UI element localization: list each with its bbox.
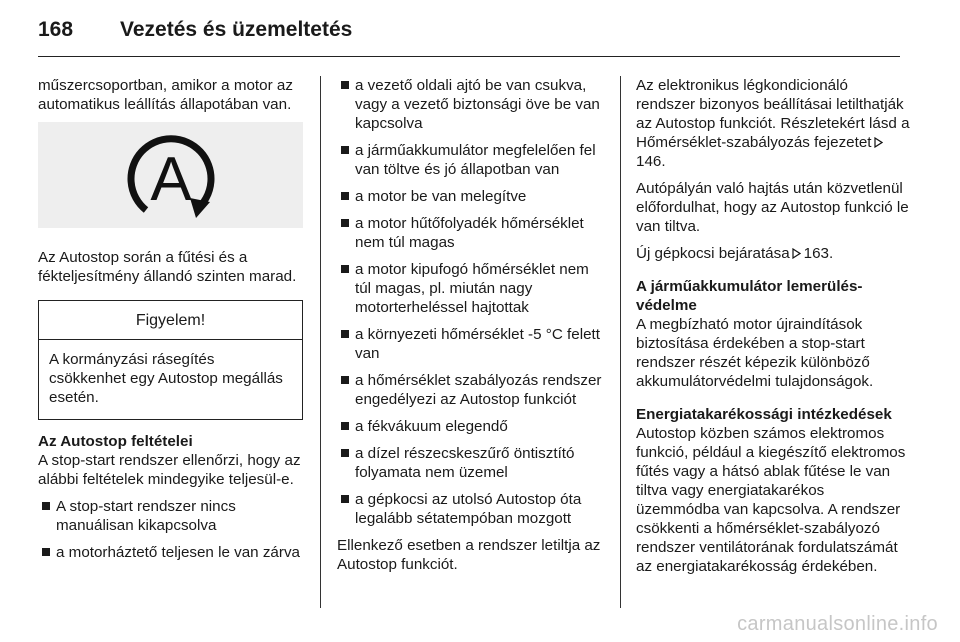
- column-1: [38, 76, 303, 570]
- list-item: a környezeti hőmérséklet -5 °C felett van: [337, 325, 609, 363]
- list-item: a motor kipufogó hőmérséklet nem túl magas, pl. miután nagy motorterheléssel hajtottak: [337, 260, 609, 317]
- watermark: carmanualsonline.info: [737, 613, 938, 635]
- column-divider: [620, 76, 621, 608]
- page-header: [38, 18, 352, 48]
- battery-text: A megbízható motor újraindítások biztosítása érdekében a stop-start rendszer részét képezik különböző akkumulátorvédelmi tulajdonságok.: [636, 316, 874, 390]
- outro-text: Ellenkező esetben a rendszer letiltja az Autostop funkciót.: [337, 537, 601, 573]
- svg-text:A: A: [149, 145, 192, 214]
- page-reference-icon: [874, 137, 883, 148]
- list-item: a vezető oldali ajtó be van csukva, vagy a vezető biztonsági öve be van kapcsolva: [337, 76, 609, 133]
- conditions-list-continued: [337, 76, 609, 528]
- list-item: a gépkocsi az utolsó Autostop óta legalább sétatempóban mozgott: [337, 490, 609, 528]
- page-reference-link[interactable]: 146.: [636, 153, 666, 170]
- energy-heading: Energiatakarékossági intézkedések: [636, 406, 892, 423]
- page-title: Vezetés és üzemeltetés: [120, 18, 353, 41]
- break-in-paragraph: Új gépkocsi bejáratása 163.: [636, 245, 834, 262]
- column-divider: [320, 76, 321, 608]
- page-reference-link[interactable]: 163.: [803, 245, 834, 262]
- page-reference-icon: [792, 248, 801, 259]
- motorway-paragraph: Autópályán való hajtás után közvetlenül előfordulhat, hogy az Autostop funkció le van tiltva.: [636, 180, 909, 235]
- conditions-list: [38, 497, 303, 562]
- battery-heading: A járműakkumulátor lemerülés-védelme: [636, 278, 863, 314]
- list-item: a dízel részecskeszűrő öntisztító folyamata nem üzemel: [337, 444, 609, 482]
- column-3: [636, 76, 911, 584]
- energy-text: Autostop közben számos elektromos funkció, például a kiegészítő elektromos fűtés vagy a hátsó ablak fűtése le van tiltva vagy energiatakarékos üzemmódba van kapcsolva. A rendszer csökkenti a hőmérséklet-szabályozó rendszer ventilátorának fordulatszámát az energiatakarékosság érdekében.: [636, 425, 906, 575]
- list-item: a járműakkumulátor megfelelően fel van töltve és jó állapotban van: [337, 141, 609, 179]
- page-number: 168: [38, 18, 74, 41]
- warning-title: Figyelem!: [39, 301, 302, 340]
- intro-text: műszercsoportban, amikor a motor az automatikus leállítás állapotában van.: [38, 77, 293, 113]
- list-item: a motor hűtőfolyadék hőmérséklet nem túl magas: [337, 214, 609, 252]
- autostop-icon-panel: [38, 122, 303, 228]
- heating-text: Az Autostop során a fűtési és a fékteljesítmény állandó szinten marad.: [38, 249, 297, 285]
- autostop-indicator-icon: [116, 128, 226, 222]
- header-rule: [38, 56, 900, 57]
- conditions-heading: Az Autostop feltételei: [38, 433, 193, 450]
- list-item: A stop-start rendszer nincs manuálisan kikapcsolva: [38, 497, 303, 535]
- climate-paragraph: Az elektronikus légkondicionáló rendszer bizonyos beállításai letilthatják az Autostop funkciót. Részletekért lásd a Hőmérséklet-szabályozás fejezetet146.: [636, 77, 910, 170]
- list-item: a fékvákuum elegendő: [337, 417, 609, 436]
- list-item: a motorháztető teljesen le van zárva: [38, 543, 303, 562]
- column-2: [337, 76, 609, 582]
- conditions-intro: A stop-start rendszer ellenőrzi, hogy az alábbi feltételek mindegyike teljesül-e.: [38, 452, 301, 488]
- list-item: a motor be van melegítve: [337, 187, 609, 206]
- warning-box: [38, 300, 303, 420]
- list-item: a hőmérséklet szabályozás rendszer engedélyezi az Autostop funkciót: [337, 371, 609, 409]
- warning-body: A kormányzási rásegítés csökkenhet egy Autostop megállás esetén.: [49, 351, 283, 406]
